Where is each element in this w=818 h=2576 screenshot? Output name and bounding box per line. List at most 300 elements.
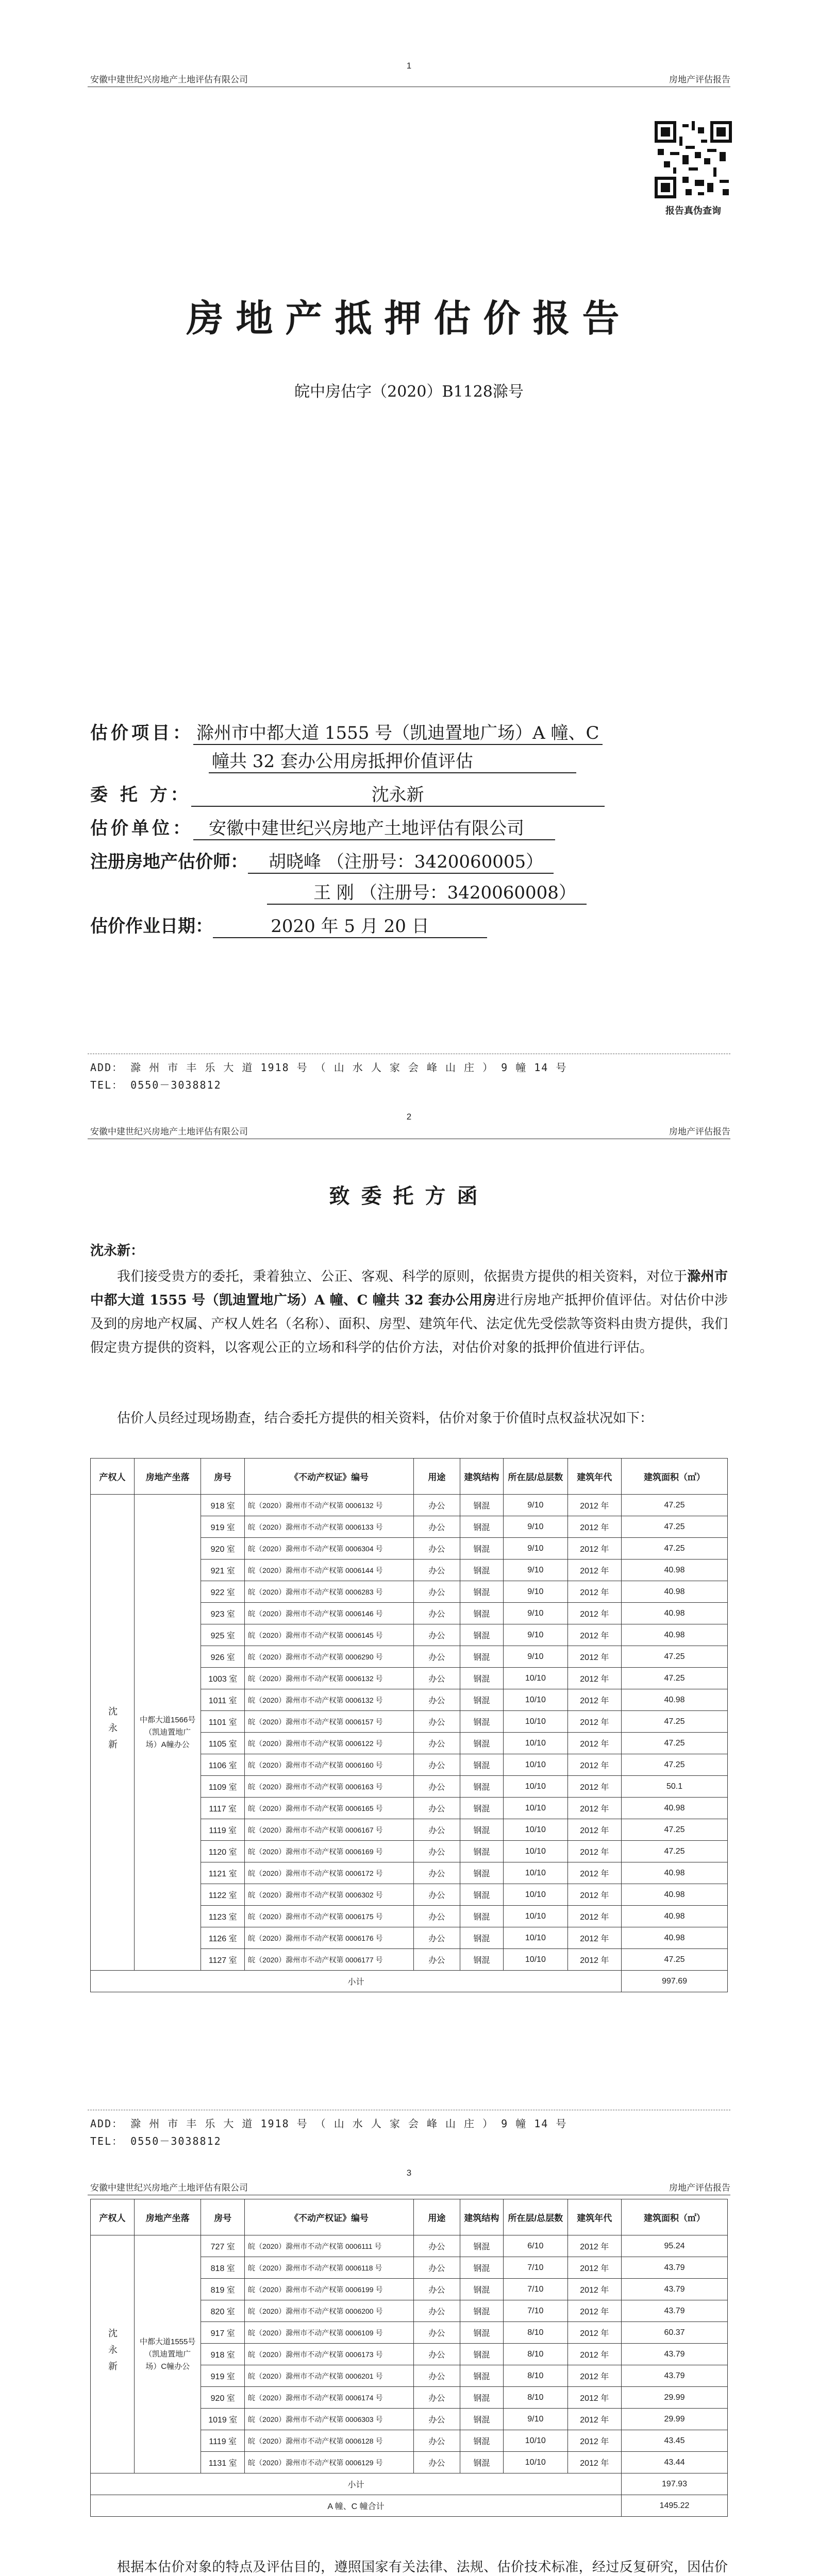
total-value: 1495.22 (622, 2495, 728, 2517)
col-structure: 建筑结构 (460, 2199, 504, 2235)
use-cell: 办公 (414, 1495, 460, 1516)
structure-cell: 钢混 (460, 1560, 504, 1581)
year-cell: 2012 年 (567, 2344, 622, 2365)
structure-cell: 钢混 (460, 2452, 504, 2473)
year-cell: 2012 年 (567, 1906, 622, 1927)
appraiser-2: 王 刚 （注册号：3420060008） (267, 878, 587, 905)
year-cell: 2012 年 (567, 1495, 622, 1516)
floor-cell: 9/10 (504, 1538, 567, 1560)
year-cell: 2012 年 (567, 2300, 622, 2322)
room-cell: 1127 室 (201, 1949, 245, 1971)
cert-cell: 皖（2020）滁州市不动产权第 0006160 号 (245, 1754, 414, 1776)
cert-cell: 皖（2020）滁州市不动产权第 0006177 号 (245, 1949, 414, 1971)
cert-cell: 皖（2020）滁州市不动产权第 0006118 号 (245, 2257, 414, 2279)
use-cell: 办公 (414, 1754, 460, 1776)
area-cell: 40.98 (622, 1603, 728, 1624)
area-cell: 43.44 (622, 2452, 728, 2473)
year-cell: 2012 年 (567, 1689, 622, 1711)
area-cell: 47.25 (622, 1819, 728, 1841)
year-cell: 2012 年 (567, 2430, 622, 2452)
room-cell: 1106 室 (201, 1754, 245, 1776)
area-cell: 95.24 (622, 2235, 728, 2257)
structure-cell: 钢混 (460, 2430, 504, 2452)
col-cert: 《不动产权证》编号 (245, 1459, 414, 1495)
floor-cell: 7/10 (504, 2279, 567, 2300)
cert-cell: 皖（2020）滁州市不动产权第 0006165 号 (245, 1798, 414, 1819)
cert-cell: 皖（2020）滁州市不动产权第 0006128 号 (245, 2430, 414, 2452)
area-cell: 40.98 (622, 1560, 728, 1581)
cert-cell: 皖（2020）滁州市不动产权第 0006304 号 (245, 1538, 414, 1560)
cert-cell: 皖（2020）滁州市不动产权第 0006200 号 (245, 2300, 414, 2322)
floor-cell: 7/10 (504, 2257, 567, 2279)
room-cell: 1122 室 (201, 1884, 245, 1906)
use-cell: 办公 (414, 1776, 460, 1798)
cert-cell: 皖（2020）滁州市不动产权第 0006201 号 (245, 2365, 414, 2387)
room-cell: 918 室 (201, 1495, 245, 1516)
col-area: 建筑面积（㎡） (622, 1459, 728, 1495)
cert-cell: 皖（2020）滁州市不动产权第 0006172 号 (245, 1862, 414, 1884)
area-cell: 47.25 (622, 1516, 728, 1538)
floor-cell: 10/10 (504, 1754, 567, 1776)
appraiser-label: 注册房地产估价师： (90, 852, 248, 872)
report-title: 房地产抵押估价报告 (186, 296, 632, 340)
subtotal-value: 197.93 (622, 2473, 728, 2495)
room-cell: 1117 室 (201, 1798, 245, 1819)
cert-cell: 皖（2020）滁州市不动产权第 0006122 号 (245, 1733, 414, 1754)
cert-cell: 皖（2020）滁州市不动产权第 0006290 号 (245, 1646, 414, 1668)
letter-paragraph-2: 估价人员经过现场勘查，结合委托方提供的相关资料，估价对象于价值时点权益状况如下： (117, 1411, 654, 1426)
cert-cell: 皖（2020）滁州市不动产权第 0006111 号 (245, 2235, 414, 2257)
year-cell: 2012 年 (567, 1862, 622, 1884)
structure-cell: 钢混 (460, 1862, 504, 1884)
floor-cell: 10/10 (504, 1798, 567, 1819)
structure-cell: 钢混 (460, 1949, 504, 1971)
year-cell: 2012 年 (567, 1819, 622, 1841)
floor-cell: 9/10 (504, 1581, 567, 1603)
room-cell: 1120 室 (201, 1841, 245, 1862)
footer-tel: TEL： 0550－3038812 (90, 1079, 222, 1091)
year-cell: 2012 年 (567, 2387, 622, 2409)
year-cell: 2012 年 (567, 1754, 622, 1776)
structure-cell: 钢混 (460, 1581, 504, 1603)
table-row (91, 1495, 728, 1516)
floor-cell: 9/10 (504, 1603, 567, 1624)
letter-paragraph-1 (90, 1265, 728, 1360)
use-cell: 办公 (414, 1538, 460, 1560)
use-cell: 办公 (414, 2344, 460, 2365)
structure-cell: 钢混 (460, 2257, 504, 2279)
floor-cell: 6/10 (504, 2235, 567, 2257)
appraiser-row (90, 848, 554, 874)
client-row (90, 781, 605, 807)
property-table-c (90, 2199, 728, 2517)
use-cell: 办公 (414, 2322, 460, 2344)
cert-cell: 皖（2020）滁州市不动产权第 0006167 号 (245, 1819, 414, 1841)
room-cell: 920 室 (201, 1538, 245, 1560)
table-header-row (91, 2199, 728, 2235)
area-cell: 47.25 (622, 1538, 728, 1560)
area-cell: 60.37 (622, 2322, 728, 2344)
structure-cell: 钢混 (460, 2387, 504, 2409)
room-cell: 917 室 (201, 2322, 245, 2344)
org-row (90, 814, 555, 840)
document-number: 皖中房估字（2020）B1128滁号 (294, 383, 524, 401)
year-cell: 2012 年 (567, 2235, 622, 2257)
year-cell: 2012 年 (567, 1516, 622, 1538)
year-cell: 2012 年 (567, 1668, 622, 1689)
floor-cell: 10/10 (504, 1711, 567, 1733)
use-cell: 办公 (414, 1862, 460, 1884)
floor-cell: 10/10 (504, 1776, 567, 1798)
floor-cell: 9/10 (504, 1516, 567, 1538)
room-cell: 926 室 (201, 1646, 245, 1668)
area-cell: 47.25 (622, 1495, 728, 1516)
use-cell: 办公 (414, 1711, 460, 1733)
greeting: 沈永新： (90, 1243, 144, 1259)
room-cell: 921 室 (201, 1560, 245, 1581)
room-cell: 918 室 (201, 2344, 245, 2365)
cert-cell: 皖（2020）滁州市不动产权第 0006145 号 (245, 1624, 414, 1646)
use-cell: 办公 (414, 1798, 460, 1819)
owner-name: 沈永新 (107, 1706, 118, 1756)
floor-cell: 10/10 (504, 1906, 567, 1927)
room-cell: 1101 室 (201, 1711, 245, 1733)
year-cell: 2012 年 (567, 1949, 622, 1971)
area-cell: 40.98 (622, 1906, 728, 1927)
structure-cell: 钢混 (460, 1624, 504, 1646)
col-room: 房号 (201, 2199, 245, 2235)
room-cell: 1121 室 (201, 1862, 245, 1884)
structure-cell: 钢混 (460, 1927, 504, 1949)
date-label: 估价作业日期： (90, 916, 213, 937)
client-label: 委 托 方： (90, 785, 191, 805)
structure-cell: 钢混 (460, 1819, 504, 1841)
room-cell: 923 室 (201, 1603, 245, 1624)
col-use: 用途 (414, 2199, 460, 2235)
structure-cell: 钢混 (460, 2344, 504, 2365)
use-cell: 办公 (414, 1624, 460, 1646)
project-line-1: 滁州市中都大道 1555 号（凯迪置地广场）A 幢、C (193, 719, 603, 745)
page-2 (0, 1108, 818, 2164)
area-cell: 29.99 (622, 2409, 728, 2430)
year-cell: 2012 年 (567, 2365, 622, 2387)
year-cell: 2012 年 (567, 1927, 622, 1949)
room-cell: 925 室 (201, 1624, 245, 1646)
structure-cell: 钢混 (460, 1733, 504, 1754)
company-header: 安徽中建世纪兴房地产土地评估有限公司 (90, 2183, 248, 2193)
year-cell: 2012 年 (567, 2322, 622, 2344)
cert-cell: 皖（2020）滁州市不动产权第 0006163 号 (245, 1776, 414, 1798)
year-cell: 2012 年 (567, 1646, 622, 1668)
structure-cell: 钢混 (460, 1711, 504, 1733)
area-cell: 47.25 (622, 1754, 728, 1776)
cert-cell: 皖（2020）滁州市不动产权第 0006174 号 (245, 2387, 414, 2409)
report-header: 房地产评估报告 (669, 2183, 730, 2193)
cert-cell: 皖（2020）滁州市不动产权第 0006132 号 (245, 1689, 414, 1711)
room-cell: 819 室 (201, 2279, 245, 2300)
floor-cell: 8/10 (504, 2387, 567, 2409)
footer-address: ADD： 滁 州 市 丰 乐 大 道 1918 号 （ 山 水 人 家 会 峰 山 庄 ） 9 幢 14 号 (90, 2117, 567, 2130)
cert-cell: 皖（2020）滁州市不动产权第 0006176 号 (245, 1927, 414, 1949)
total-row (91, 2495, 728, 2517)
cert-cell: 皖（2020）滁州市不动产权第 0006129 号 (245, 2452, 414, 2473)
year-cell: 2012 年 (567, 1560, 622, 1581)
structure-cell: 钢混 (460, 1884, 504, 1906)
table-header-row (91, 1459, 728, 1495)
structure-cell: 钢混 (460, 1798, 504, 1819)
floor-cell: 10/10 (504, 2430, 567, 2452)
year-cell: 2012 年 (567, 2257, 622, 2279)
property-table-a (90, 1458, 728, 1992)
col-location: 房地产坐落 (134, 1459, 201, 1495)
qr-code-icon[interactable] (655, 121, 732, 198)
use-cell: 办公 (414, 1819, 460, 1841)
appraiser-1: 胡晓峰 （注册号：3420060005） (248, 848, 554, 874)
year-cell: 2012 年 (567, 1798, 622, 1819)
cert-cell: 皖（2020）滁州市不动产权第 0006132 号 (245, 1495, 414, 1516)
col-owner: 产权人 (91, 2199, 135, 2235)
area-cell: 43.79 (622, 2257, 728, 2279)
room-cell: 1131 室 (201, 2452, 245, 2473)
structure-cell: 钢混 (460, 2300, 504, 2322)
subtotal-row (91, 1971, 728, 1992)
use-cell: 办公 (414, 1581, 460, 1603)
footer (90, 1059, 567, 1094)
owner-name: 沈永新 (107, 2328, 118, 2378)
structure-cell: 钢混 (460, 1646, 504, 1668)
col-year: 建筑年代 (567, 2199, 622, 2235)
floor-cell: 10/10 (504, 1949, 567, 1971)
cert-cell: 皖（2020）滁州市不动产权第 0006302 号 (245, 1884, 414, 1906)
use-cell: 办公 (414, 2452, 460, 2473)
room-cell: 1003 室 (201, 1668, 245, 1689)
use-cell: 办公 (414, 1689, 460, 1711)
date-row (90, 912, 487, 938)
use-cell: 办公 (414, 1949, 460, 1971)
cert-cell: 皖（2020）滁州市不动产权第 0006133 号 (245, 1516, 414, 1538)
floor-cell: 10/10 (504, 1689, 567, 1711)
use-cell: 办公 (414, 1560, 460, 1581)
year-cell: 2012 年 (567, 1581, 622, 1603)
cert-cell: 皖（2020）滁州市不动产权第 0006175 号 (245, 1906, 414, 1927)
col-floor: 所在层/总层数 (504, 2199, 567, 2235)
cert-cell: 皖（2020）滁州市不动产权第 0006109 号 (245, 2322, 414, 2344)
structure-cell: 钢混 (460, 2409, 504, 2430)
col-year: 建筑年代 (567, 1459, 622, 1495)
room-cell: 727 室 (201, 2235, 245, 2257)
letter-title: 致委托方函 (329, 1184, 489, 1208)
total-label: A 幢、C 幢合计 (91, 2495, 622, 2517)
cert-cell: 皖（2020）滁州市不动产权第 0006199 号 (245, 2279, 414, 2300)
year-cell: 2012 年 (567, 1711, 622, 1733)
report-header: 房地产评估报告 (669, 75, 730, 84)
floor-cell: 10/10 (504, 1733, 567, 1754)
use-cell: 办公 (414, 2365, 460, 2387)
para1-property: 滁州市中都大道 1555 号（凯迪置地广场）A 幢、C 幢共 32 套办公用房 (90, 1269, 728, 1308)
appraiser-row-2 (267, 878, 587, 905)
room-cell: 1011 室 (201, 1689, 245, 1711)
area-cell: 47.25 (622, 1646, 728, 1668)
area-cell: 47.25 (622, 1668, 728, 1689)
area-cell: 40.98 (622, 1927, 728, 1949)
para1-text-c: 进行房地产抵押价值评估。对估价中涉及到的房地产权属、产权人姓名（名称）、面积、房型、建筑年代、法定优先受偿款等资料由贵方提供，我们假定贵方提供的资料，以客观公正的立场和科学的估价方法，对估价对象的抵押价值进行评估。 (90, 1293, 728, 1355)
cert-cell: 皖（2020）滁州市不动产权第 0006173 号 (245, 2344, 414, 2365)
area-cell: 40.98 (622, 1624, 728, 1646)
room-cell: 1123 室 (201, 1906, 245, 1927)
room-cell: 919 室 (201, 1516, 245, 1538)
use-cell: 办公 (414, 1841, 460, 1862)
floor-cell: 9/10 (504, 2409, 567, 2430)
use-cell: 办公 (414, 2300, 460, 2322)
area-cell: 40.98 (622, 1581, 728, 1603)
col-owner: 产权人 (91, 1459, 135, 1495)
area-cell: 47.25 (622, 1733, 728, 1754)
col-location: 房地产坐落 (134, 2199, 201, 2235)
structure-cell: 钢混 (460, 2235, 504, 2257)
year-cell: 2012 年 (567, 2409, 622, 2430)
area-cell: 43.45 (622, 2430, 728, 2452)
cert-cell: 皖（2020）滁州市不动产权第 0006132 号 (245, 1668, 414, 1689)
year-cell: 2012 年 (567, 1538, 622, 1560)
area-cell: 47.25 (622, 1841, 728, 1862)
owner-cell (91, 1495, 135, 1971)
footer-address: ADD： 滁 州 市 丰 乐 大 道 1918 号 （ 山 水 人 家 会 峰 山 庄 ） 9 幢 14 号 (90, 1061, 567, 1074)
floor-cell: 9/10 (504, 1624, 567, 1646)
structure-cell: 钢混 (460, 1668, 504, 1689)
method-paragraph: 根据本估价对象的特点及评估目的，遵照国家有关法律、法规、估价技术标准，经过反复研究，因估价 (117, 2560, 728, 2575)
subtotal-label: 小计 (91, 2473, 622, 2495)
area-cell: 29.99 (622, 2387, 728, 2409)
structure-cell: 钢混 (460, 1495, 504, 1516)
use-cell: 办公 (414, 1906, 460, 1927)
company-header: 安徽中建世纪兴房地产土地评估有限公司 (90, 75, 248, 84)
page-number: 2 (406, 1112, 412, 1122)
area-cell: 50.1 (622, 1776, 728, 1798)
room-cell: 919 室 (201, 2365, 245, 2387)
cert-cell: 皖（2020）滁州市不动产权第 0006303 号 (245, 2409, 414, 2430)
footer (90, 2115, 567, 2150)
cert-cell: 皖（2020）滁州市不动产权第 0006283 号 (245, 1581, 414, 1603)
para1-text-a: 我们接受贵方的委托，秉着独立、公正、客观、科学的原则，依据贵方提供的相关资料，对位于 (117, 1269, 688, 1284)
org-value: 安徽中建世纪兴房地产土地评估有限公司 (193, 814, 555, 840)
area-cell: 43.79 (622, 2279, 728, 2300)
room-cell: 922 室 (201, 1581, 245, 1603)
area-cell: 40.98 (622, 1689, 728, 1711)
area-cell: 43.79 (622, 2344, 728, 2365)
year-cell: 2012 年 (567, 2279, 622, 2300)
structure-cell: 钢混 (460, 1906, 504, 1927)
col-area: 建筑面积（㎡） (622, 2199, 728, 2235)
room-cell: 1109 室 (201, 1776, 245, 1798)
floor-cell: 8/10 (504, 2344, 567, 2365)
project-label: 估价项目： (90, 723, 193, 743)
cert-cell: 皖（2020）滁州市不动产权第 0006169 号 (245, 1841, 414, 1862)
year-cell: 2012 年 (567, 1776, 622, 1798)
subtotal-row (91, 2473, 728, 2495)
use-cell: 办公 (414, 2409, 460, 2430)
floor-cell: 9/10 (504, 1495, 567, 1516)
floor-cell: 10/10 (504, 1862, 567, 1884)
page-3 (0, 2164, 818, 2576)
table-row (91, 2235, 728, 2257)
use-cell: 办公 (414, 1603, 460, 1624)
use-cell: 办公 (414, 1516, 460, 1538)
structure-cell: 钢混 (460, 1689, 504, 1711)
structure-cell: 钢混 (460, 1776, 504, 1798)
year-cell: 2012 年 (567, 2452, 622, 2473)
floor-cell: 9/10 (504, 1560, 567, 1581)
floor-cell: 10/10 (504, 1884, 567, 1906)
floor-cell: 8/10 (504, 2322, 567, 2344)
room-cell: 1119 室 (201, 2430, 245, 2452)
cert-cell: 皖（2020）滁州市不动产权第 0006157 号 (245, 1711, 414, 1733)
room-cell: 1126 室 (201, 1927, 245, 1949)
company-header: 安徽中建世纪兴房地产土地评估有限公司 (90, 1127, 248, 1137)
floor-cell: 8/10 (504, 2365, 567, 2387)
floor-cell: 10/10 (504, 1841, 567, 1862)
col-structure: 建筑结构 (460, 1459, 504, 1495)
year-cell: 2012 年 (567, 1733, 622, 1754)
year-cell: 2012 年 (567, 1841, 622, 1862)
room-cell: 1019 室 (201, 2409, 245, 2430)
structure-cell: 钢混 (460, 1754, 504, 1776)
col-floor: 所在层/总层数 (504, 1459, 567, 1495)
use-cell: 办公 (414, 1733, 460, 1754)
cert-cell: 皖（2020）滁州市不动产权第 0006144 号 (245, 1560, 414, 1581)
org-label: 估价单位： (90, 818, 193, 839)
use-cell: 办公 (414, 2387, 460, 2409)
area-cell: 47.25 (622, 1949, 728, 1971)
floor-cell: 10/10 (504, 1668, 567, 1689)
use-cell: 办公 (414, 1668, 460, 1689)
use-cell: 办公 (414, 2430, 460, 2452)
year-cell: 2012 年 (567, 1603, 622, 1624)
page-number: 3 (406, 2168, 412, 2178)
area-cell: 40.98 (622, 1798, 728, 1819)
area-cell: 43.79 (622, 2300, 728, 2322)
date-value: 2020 年 5 月 20 日 (213, 912, 487, 938)
report-header: 房地产评估报告 (669, 1127, 730, 1137)
col-use: 用途 (414, 1459, 460, 1495)
area-cell: 40.98 (622, 1884, 728, 1906)
area-cell: 43.79 (622, 2365, 728, 2387)
use-cell: 办公 (414, 1927, 460, 1949)
room-cell: 820 室 (201, 2300, 245, 2322)
cert-cell: 皖（2020）滁州市不动产权第 0006146 号 (245, 1603, 414, 1624)
room-cell: 920 室 (201, 2387, 245, 2409)
structure-cell: 钢混 (460, 1538, 504, 1560)
location-cell: 中都大道1566号（凯迪置地广场）A幢办公 (134, 1495, 201, 1971)
page-1 (0, 0, 818, 1108)
col-room: 房号 (201, 1459, 245, 1495)
year-cell: 2012 年 (567, 1624, 622, 1646)
structure-cell: 钢混 (460, 1516, 504, 1538)
owner-cell (91, 2235, 135, 2473)
area-cell: 40.98 (622, 1862, 728, 1884)
room-cell: 1105 室 (201, 1733, 245, 1754)
structure-cell: 钢混 (460, 2365, 504, 2387)
use-cell: 办公 (414, 1646, 460, 1668)
use-cell: 办公 (414, 2279, 460, 2300)
use-cell: 办公 (414, 1884, 460, 1906)
structure-cell: 钢混 (460, 2279, 504, 2300)
floor-cell: 10/10 (504, 1927, 567, 1949)
floor-cell: 10/10 (504, 2452, 567, 2473)
room-cell: 1119 室 (201, 1819, 245, 1841)
use-cell: 办公 (414, 2257, 460, 2279)
project-row (90, 719, 603, 745)
area-cell: 47.25 (622, 1711, 728, 1733)
